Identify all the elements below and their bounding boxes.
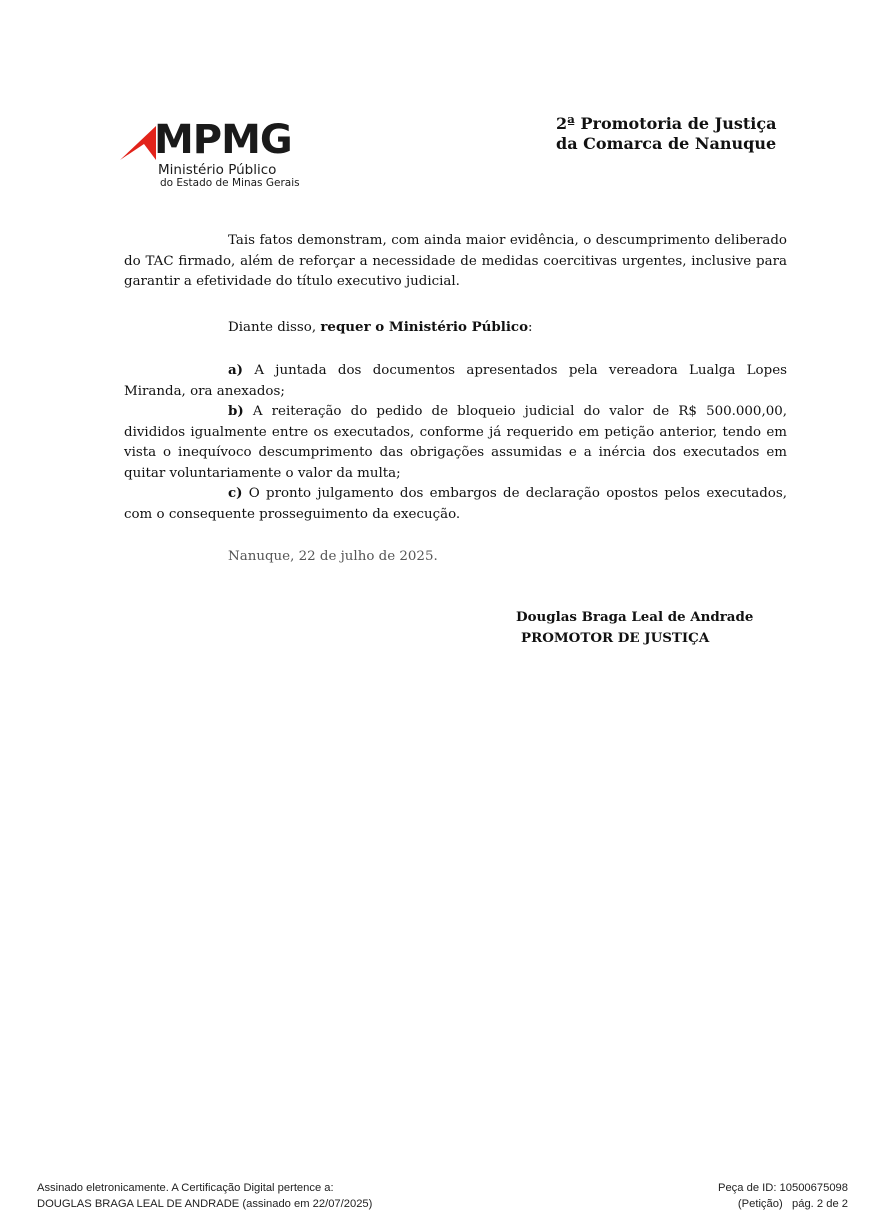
paragraph-1: Tais fatos demonstram, com ainda maior evidência, o descumprimento deliberado do TAC firmado, além de reforçar a necessidade de medidas coercitivas urgentes, inclusive para garantir a efetividade do título executivo judicial. (124, 233, 787, 290)
signatory-role: PROMOTOR DE JUSTIÇA (521, 630, 710, 646)
item-c-label: c) (228, 485, 243, 501)
office-title-line2: da Comarca de Nanuque (556, 134, 777, 153)
paragraph-2 (228, 317, 533, 339)
logo-line2: do Estado de Minas Gerais (160, 177, 300, 189)
p2-bold: requer o Ministério Público (320, 319, 529, 335)
request-item-c (124, 483, 787, 525)
p2-pre: Diante disso, (228, 320, 321, 335)
logo-acronym: MPMG (154, 117, 292, 163)
document-date: Nanuque, 22 de julho de 2025. (228, 549, 438, 564)
item-a-text: A juntada dos documentos apresentados pela vereadora Lualga Lopes Miranda, ora anexados; (124, 363, 787, 399)
footer-left-line1: Assinado eletronicamente. A Certificação Digital pertence a: (37, 1182, 334, 1194)
office-title-line1: 2ª Promotoria de Justiça (556, 114, 777, 133)
logo-line1: Ministério Público (158, 162, 277, 178)
request-item-a (124, 360, 787, 402)
footer-signature-info (37, 1181, 372, 1212)
item-b-label: b) (228, 403, 244, 419)
mpmg-logo (120, 117, 320, 192)
item-c-text: O pronto julgamento dos embargos de declaração opostos pelos executados, com o consequente prosseguimento da execução. (124, 486, 787, 522)
footer-right-line1: Peça de ID: 10500675098 (717, 1182, 848, 1194)
p2-post: : (528, 320, 533, 335)
item-a-label: a) (228, 362, 244, 378)
footer-right-line2: (Petição) pág. 2 de 2 (737, 1197, 848, 1210)
request-item-b (124, 401, 787, 484)
footer-left-line2: DOUGLAS BRAGA LEAL DE ANDRADE (assinado em 22/07/2025) (37, 1197, 373, 1210)
item-b-text: A reiteração do pedido de bloqueio judicial do valor de R$ 500.000,00, divididos igualmente entre os executados, conforme já requerido em petição anterior, tendo em vista o inequívoco descumprimento das obrigações assumidas e a inércia dos executados em quitar voluntariamente o valor da multa; (124, 404, 787, 481)
office-title (556, 114, 776, 154)
signatory-name: Douglas Braga Leal de Andrade (516, 609, 754, 625)
footer-document-id (718, 1181, 848, 1212)
